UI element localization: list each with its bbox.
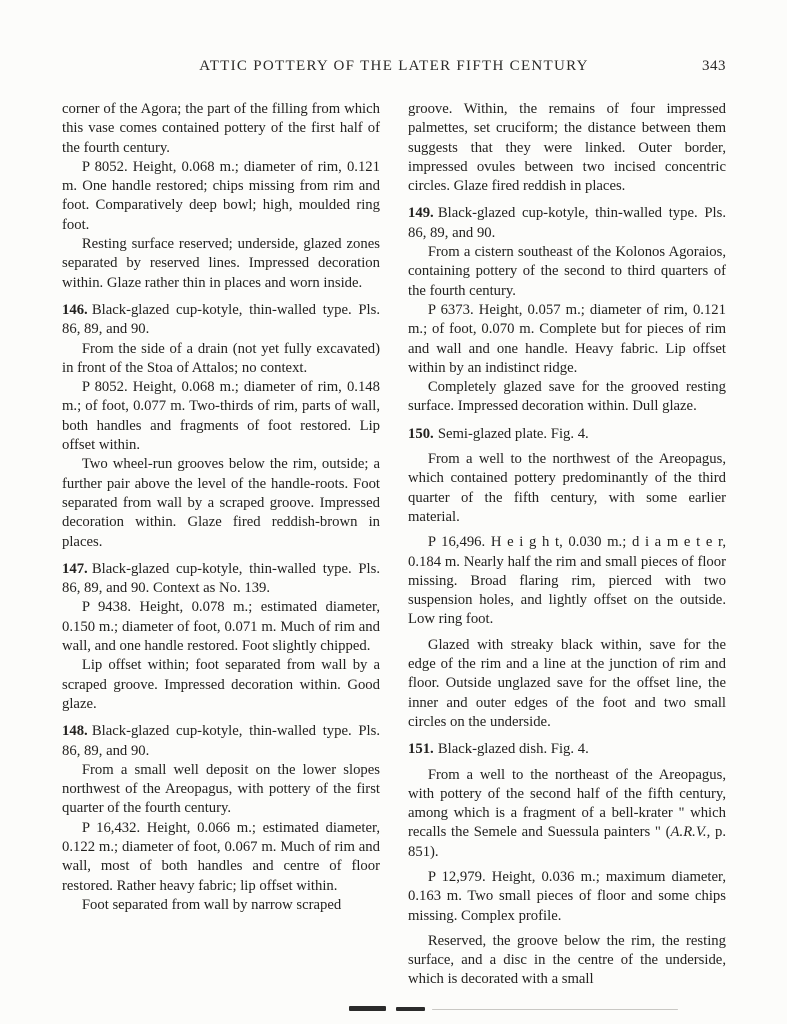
left-column — [62, 100, 380, 990]
text-run: P 9438. Height, 0.078 m.; estimated diameter, 0.150 m.; diameter of foot, 0.071 m. Much of rim and wall, and one handle restored. Foot slightly chipped. — [62, 599, 380, 655]
right-column — [408, 100, 726, 990]
paragraph — [62, 656, 380, 714]
text-run: From a well to the northwest of the Areopagus, which contained pottery predominantly of the third quarter of the fifth century, with some earlier material. — [408, 451, 726, 525]
paragraph — [408, 243, 726, 301]
paragraph — [62, 819, 380, 896]
paragraph — [62, 455, 380, 551]
catalog-entry-heading — [408, 740, 726, 759]
text-run: Reserved, the groove below the rim, the resting surface, and a disc in the centre of the underside, which is decorated with a small — [408, 932, 726, 988]
paragraph — [62, 235, 380, 293]
text-run: Black-glazed cup-kotyle, thin-walled type. Pls. 86, 89, and 90. — [62, 301, 380, 338]
page-header — [62, 58, 726, 80]
text-run: Completely glazed save for the grooved resting surface. Impressed decoration within. Dull glaze. — [408, 379, 726, 415]
text-run: Black-glazed dish. Fig. 4. — [437, 741, 589, 758]
text-run: Resting surface reserved; underside, glazed zones separated by reserved lines. Impressed decoration within. Glaze rather thin in places and worn inside. — [62, 236, 380, 291]
text-run: P 8052. Height, 0.068 m.; diameter of rim, 0.121 m. One handle restored; chips missing from rim and foot. Comparatively deep bowl; high, moulded ring foot. — [62, 158, 380, 233]
text-columns — [62, 100, 726, 990]
paragraph — [62, 761, 380, 819]
text-run: P 6373. Height, 0.057 m.; diameter of rim, 0.121 m.; of foot, 0.070 m. Complete but for pieces of rim and wall and one handle. Heavy fabric. Lip offset within by an indistinct ridge. — [408, 301, 726, 376]
text-run: Black-glazed cup-kotyle, thin-walled type. Pls. 86, 89, and 90. — [408, 205, 726, 241]
text-run: From the side of a drain (not yet fully excavated) in front of the Stoa of Attalos; no context. — [62, 340, 380, 376]
paragraph — [408, 932, 726, 990]
catalog-entry-heading — [62, 722, 380, 761]
text-run: Lip offset within; foot separated from wall by a scraped groove. Impressed decoration within. Good glaze. — [62, 657, 380, 712]
text-run: corner of the Agora; the part of the filling from which this vase comes contained pottery of the first half of the fourth century. — [62, 101, 380, 156]
scan-artifact — [396, 1007, 425, 1011]
text-run: From a small well deposit on the lower slopes northwest of the Areopagus, with pottery of the first quarter of the fourth century. — [62, 761, 380, 817]
paragraph — [408, 301, 726, 378]
entry-number: 146. — [62, 301, 88, 318]
paragraph — [62, 378, 380, 455]
paragraph — [62, 158, 380, 235]
page-number: 343 — [702, 58, 726, 74]
text-run: From a cistern southeast of the Kolonos Agoraios, containing pottery of the second to third quarters of the fourth century. — [408, 244, 726, 299]
catalog-entry-heading — [408, 425, 726, 444]
entry-number: 149. — [408, 205, 434, 222]
paragraph — [408, 636, 726, 732]
paragraph — [408, 450, 726, 527]
scan-artifact — [349, 1006, 386, 1011]
scan-artifact — [432, 1009, 678, 1010]
entry-number: 148. — [62, 723, 88, 740]
text-run: P 12,979. Height, 0.036 m.; maximum diameter, 0.163 m. Two small pieces of floor and some chips missing. Complex profile. — [408, 868, 726, 924]
text-run: P 8052. Height, 0.068 m.; diameter of rim, 0.148 m.; of foot, 0.077 m. Two-thirds of rim, parts of wall, both handles and fragments of foot restored. Lip offset within. — [62, 379, 380, 454]
paragraph — [62, 340, 380, 379]
running-title: ATTIC POTTERY OF THE LATER FIFTH CENTURY — [199, 58, 589, 74]
text-run: Glazed with streaky black within, save for the edge of the rim and a line at the junction of rim and floor. Outside unglazed save for the offset line, the inner and outer edges of the foot and two small circles on the underside. — [408, 636, 726, 730]
paragraph — [408, 100, 726, 196]
italic-citation: A.R.V. — [670, 824, 707, 841]
text-run: Black-glazed cup-kotyle, thin-walled type. Pls. 86, 89, and 90. Context as No. 139. — [62, 560, 380, 597]
paragraph — [408, 533, 726, 629]
entry-number: 150. — [408, 425, 434, 442]
text-run: Semi-glazed plate. Fig. 4. — [437, 425, 589, 442]
text-run: Two wheel-run grooves below the rim, outside; a further pair above the level of the handle-roots. Foot separated from wall by a scraped groove. Impressed decoration within. Glaze fired reddish-brown in places. — [62, 456, 380, 550]
catalog-entry-heading — [62, 301, 380, 340]
catalog-entry-heading — [62, 560, 380, 599]
text-run: P 16,496. H e i g h t, 0.030 m.; d i a m e t e r, 0.184 m. Nearly half the rim and small pieces of floor missing. Broad flaring rim, pierced with two suspension holes, and lightly offset on the outside. Low ring foot. — [408, 534, 726, 628]
paragraph — [408, 868, 726, 926]
paragraph — [62, 100, 380, 158]
paragraph — [62, 896, 380, 915]
catalog-entry-heading — [408, 204, 726, 243]
text-run: Black-glazed cup-kotyle, thin-walled type. Pls. 86, 89, and 90. — [62, 723, 380, 759]
paragraph — [408, 378, 726, 417]
text-run: , p. 851). — [408, 824, 727, 860]
entry-number: 151. — [408, 741, 434, 758]
text-run: Foot separated from wall by narrow scraped — [81, 896, 342, 913]
text-run: groove. Within, the remains of four impressed palmettes, set cruciform; the distance between them suggests that they were linked. Outer border, impressed ovules between two incised concentric circles. Glaze fired reddish in places. — [408, 101, 726, 195]
entry-number: 147. — [62, 560, 88, 577]
text-run: From a well to the northeast of the Areopagus, with pottery of the second half of the fifth century, among which is a fragment of a bell-krater " which recalls the Semele and Suessula painters " ( — [408, 766, 726, 841]
text-run: P 16,432. Height, 0.066 m.; estimated diameter, 0.122 m.; diameter of foot, 0.067 m. Much of rim and wall, most of both handles and centre of floor restored. Rather heavy fabric; lip offset within. — [62, 819, 380, 894]
paragraph — [408, 766, 726, 862]
paragraph — [62, 598, 380, 656]
